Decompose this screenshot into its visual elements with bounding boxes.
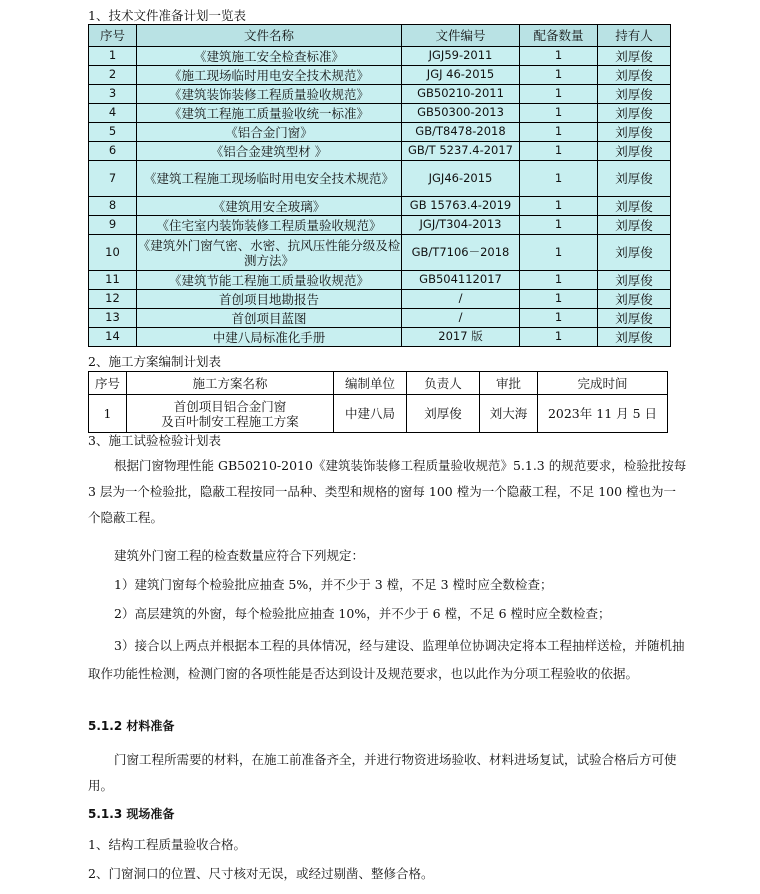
table-cell: 7 — [89, 161, 137, 197]
materials-paragraph: 门窗工程所需要的材料，在施工前准备齐全，并进行物资进场验收、材料进场复试，试验合格后方可使用。 — [88, 752, 677, 793]
table2-caption: 2、施工方案编制计划表 — [88, 354, 221, 369]
table-cell: 刘厚俊 — [598, 216, 671, 235]
table-cell: GB50300-2013 — [402, 104, 520, 123]
table-row — [89, 161, 671, 197]
rule-item-2: 2）高层建筑的外窗，每个检验批应抽查 10%，并不少于 6 樘，不足 6 樘时应全数检查； — [114, 606, 611, 621]
header-cell: 编制单位 — [334, 372, 407, 395]
table-cell: 刘厚俊 — [598, 328, 671, 347]
table-cell: 刘厚俊 — [598, 85, 671, 104]
table-cell: JGJ 46-2015 — [402, 66, 520, 85]
table-cell: 刘厚俊 — [598, 161, 671, 197]
table-cell: JGJ/T304-2013 — [402, 216, 520, 235]
table-cell: 1 — [520, 309, 598, 328]
table-cell: 《住宅室内装饰装修工程质量验收规范》 — [137, 216, 402, 235]
plan-name-line: 及百叶制安工程施工方案 — [161, 413, 299, 429]
inspection-rules-intro: 建筑外门窗工程的检查数量应符合下列规定： — [114, 548, 365, 563]
header-cell: 序号 — [89, 25, 137, 47]
table-cell: 刘厚俊 — [407, 395, 480, 433]
section-heading: 5.1.2 材料准备 — [88, 719, 175, 733]
table-cell: 6 — [89, 142, 137, 161]
table-row — [89, 104, 671, 123]
table-cell: 《建筑装饰装修工程质量验收规范》 — [137, 85, 402, 104]
table-cell: GB 15763.4-2019 — [402, 197, 520, 216]
header-cell: 持有人 — [598, 25, 671, 47]
table-row — [89, 271, 671, 290]
table-cell: 13 — [89, 309, 137, 328]
table-cell: 《建筑节能工程施工质量验收规范》 — [137, 271, 402, 290]
table-cell: 2023年 11 月 5 日 — [538, 395, 668, 433]
table-cell: 1 — [520, 216, 598, 235]
table-cell: 1 — [520, 66, 598, 85]
table-cell: 刘大海 — [480, 395, 538, 433]
table-cell: 1 — [520, 290, 598, 309]
table-cell: 12 — [89, 290, 137, 309]
table-cell: 10 — [89, 235, 137, 271]
table-cell: 刘厚俊 — [598, 197, 671, 216]
table-cell: GB50210-2011 — [402, 85, 520, 104]
table-cell: 1 — [520, 328, 598, 347]
table-cell: 刘厚俊 — [598, 271, 671, 290]
header-cell: 完成时间 — [538, 372, 668, 395]
table-cell: 1 — [520, 104, 598, 123]
table-header-row — [89, 372, 668, 395]
table-cell: 中建八局 — [334, 395, 407, 433]
table-row — [89, 142, 671, 161]
header-cell: 施工方案名称 — [127, 372, 334, 395]
table-cell: 《施工现场临时用电安全技术规范》 — [137, 66, 402, 85]
table-cell: 中建八局标准化手册 — [137, 328, 402, 347]
table-cell: 《铝合金门窗》 — [137, 123, 402, 142]
table-cell: 刘厚俊 — [598, 142, 671, 161]
section-heading: 5.1.3 现场准备 — [88, 807, 175, 821]
table-cell: 1 — [89, 47, 137, 66]
table-cell: 《建筑用安全玻璃》 — [137, 197, 402, 216]
table-row — [89, 66, 671, 85]
table-row — [89, 235, 671, 271]
site-prep-item-1: 1、结构工程质量验收合格。 — [88, 837, 246, 852]
table-cell: 1 — [520, 271, 598, 290]
plan-name-line: 首创项目铝合金门窗 — [173, 398, 287, 414]
inspection-paragraph: 根据门窗物理性能 GB50210-2010《建筑装饰装修工程质量验收规范》5.1.3 的规范要求，检验批按每 3 层为一个检验批，隐蔽工程按同一品种、类型和规格的窗每 100 樘为一个隐蔽工程，不足 100 樘也为一个隐蔽工程。 — [88, 458, 687, 525]
table-cell: 《铝合金建筑型材 》 — [137, 142, 402, 161]
table-cell — [127, 395, 334, 433]
table-cell: 刘厚俊 — [598, 123, 671, 142]
table-row — [89, 85, 671, 104]
table-cell: 3 — [89, 85, 137, 104]
table-cell: 1 — [89, 395, 127, 433]
construction-plan-table — [88, 371, 668, 433]
table-header-row — [89, 25, 671, 47]
table-cell: 11 — [89, 271, 137, 290]
table-cell: 刘厚俊 — [598, 47, 671, 66]
table-cell: 刘厚俊 — [598, 104, 671, 123]
table-cell: 首创项目蓝图 — [137, 309, 402, 328]
table1-caption: 1、技术文件准备计划一览表 — [88, 8, 246, 23]
table-cell: GB504112017 — [402, 271, 520, 290]
header-cell: 负责人 — [407, 372, 480, 395]
table-cell: 刘厚俊 — [598, 66, 671, 85]
table-cell: 首创项目地勘报告 — [137, 290, 402, 309]
section3-caption: 3、施工试验检验计划表 — [88, 433, 221, 448]
header-cell: 文件名称 — [137, 25, 402, 47]
table-row — [89, 197, 671, 216]
table-row — [89, 123, 671, 142]
table-cell: 1 — [520, 123, 598, 142]
header-cell: 审批 — [480, 372, 538, 395]
table-cell: 《建筑工程施工现场临时用电安全技术规范》 — [137, 161, 402, 197]
table-cell: 刘厚俊 — [598, 309, 671, 328]
header-cell: 序号 — [89, 372, 127, 395]
table-row — [89, 216, 671, 235]
table-cell: 2017 版 — [402, 328, 520, 347]
rule-item-3: 3）接合以上两点并根据本工程的具体情况，经与建设、监理单位协调决定将本工程抽样送检，并随机抽取作功能性检测，检测门窗的各项性能是否达到设计及规范要求，也以此作为分项工程验收的依据。 — [88, 638, 685, 681]
header-cell: 配备数量 — [520, 25, 598, 47]
table-cell: / — [402, 290, 520, 309]
table-row — [89, 309, 671, 328]
table-cell: 刘厚俊 — [598, 235, 671, 271]
table-cell: 4 — [89, 104, 137, 123]
table-cell: 刘厚俊 — [598, 290, 671, 309]
table-cell: GB/T 5237.4-2017 — [402, 142, 520, 161]
table-cell: 1 — [520, 85, 598, 104]
table-cell: GB/T7106－2018 — [402, 235, 520, 271]
table-cell: / — [402, 309, 520, 328]
table-cell: 《建筑工程施工质量验收统一标准》 — [137, 104, 402, 123]
table-cell: 1 — [520, 142, 598, 161]
table-cell: 《建筑外门窗气密、水密、抗风压性能分级及检测方法》 — [137, 235, 402, 271]
table-cell: 14 — [89, 328, 137, 347]
table-cell: 1 — [520, 235, 598, 271]
table-row — [89, 47, 671, 66]
table-cell: 《建筑施工安全检查标准》 — [137, 47, 402, 66]
table-cell: GB/T8478-2018 — [402, 123, 520, 142]
table-cell: 1 — [520, 197, 598, 216]
table-row — [89, 328, 671, 347]
table-cell: 2 — [89, 66, 137, 85]
tech-documents-table — [88, 24, 671, 347]
table-cell: 8 — [89, 197, 137, 216]
table-cell: 1 — [520, 47, 598, 66]
table-row — [89, 290, 671, 309]
table-cell: 1 — [520, 161, 598, 197]
header-cell: 文件编号 — [402, 25, 520, 47]
table-cell: 9 — [89, 216, 137, 235]
table-cell: 5 — [89, 123, 137, 142]
table-cell: JGJ59-2011 — [402, 47, 520, 66]
site-prep-item-2: 2、门窗洞口的位置、尺寸核对无误，或经过剔凿、整修合格。 — [88, 866, 434, 881]
table-row — [89, 395, 668, 433]
rule-item-1: 1）建筑门窗每个检验批应抽查 5%，并不少于 3 樘，不足 3 樘时应全数检查； — [114, 577, 553, 592]
table-cell: JGJ46-2015 — [402, 161, 520, 197]
